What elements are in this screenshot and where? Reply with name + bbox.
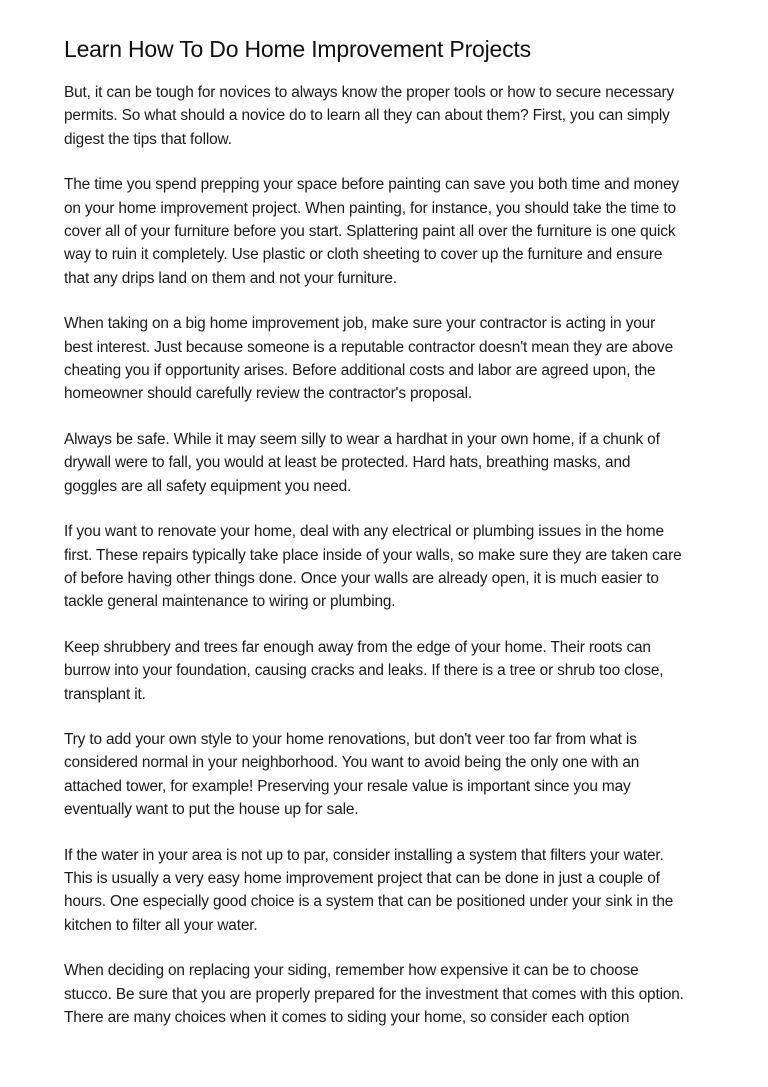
paragraph-line: transplant it. (64, 685, 146, 703)
paragraph-line: Keep shrubbery and trees far enough away from the edge of your home. Their roots can (64, 638, 651, 656)
paragraph-line: If the water in your area is not up to par, consider installing a system that filters your water. (64, 846, 664, 864)
paragraph-line: cheating you if opportunity arises. Before additional costs and labor are agreed upon, the (64, 362, 656, 380)
document-title: Learn How To Do Home Improvement Projects (64, 36, 531, 62)
paragraph-line: The time you spend prepping your space before painting can save you both time and money (64, 176, 679, 194)
paragraph-line: permits. So what should a novice do to learn all they can about them? First, you can simply (64, 107, 670, 125)
document-page (64, 34, 714, 1051)
paragraph-line: way to ruin it completely. Use plastic or cloth sheeting to cover up the furniture and ensure (64, 246, 663, 264)
paragraph-line: burrow into your foundation, causing cracks and leaks. If there is a tree or shrub too close, (64, 662, 664, 680)
paragraph-line: If you want to renovate your home, deal with any electrical or plumbing issues in the home (64, 523, 664, 541)
paragraph-line: There are many choices when it comes to siding your home, so consider each option (64, 1009, 630, 1026)
paragraph-line: kitchen to filter all your water. (64, 916, 258, 934)
paragraph-line: But, it can be tough for novices to always know the proper tools or how to secure necessary (64, 84, 675, 101)
paragraph-line: When deciding on replacing your siding, remember how expensive it can be to choose (64, 962, 639, 980)
paragraph (64, 959, 714, 1029)
paragraph-line: This is usually a very easy home improvement project that can be done in just a couple of (64, 869, 660, 887)
paragraph-line: first. These repairs typically take place inside of your walls, so make sure they are taken care (64, 546, 682, 564)
paragraph-line: homeowner should carefully review the contractor's proposal. (64, 385, 472, 403)
paragraph-line: hours. One especially good choice is a system that can be positioned under your sink in the (64, 893, 674, 911)
paragraph-line: of before having other things done. Once your walls are already open, it is much easier to (64, 569, 659, 587)
paragraph (64, 636, 714, 706)
paragraph-line: that any drips land on them and not your furniture. (64, 269, 397, 287)
paragraph-line: eventually want to put the house up for sale. (64, 801, 359, 819)
paragraph-line: Always be safe. While it may seem silly to wear a hardhat in your own home, if a chunk of (64, 430, 660, 448)
paragraph-line: best interest. Just because someone is a reputable contractor doesn't mean they are above (64, 338, 674, 356)
paragraph (64, 844, 714, 938)
paragraph (64, 728, 714, 822)
paragraph (64, 520, 714, 614)
paragraph-line: considered normal in your neighborhood. You want to avoid being the only one with an (64, 754, 640, 772)
paragraph-line: cover all of your furniture before you start. Splattering paint all over the furniture is one quick (64, 223, 676, 241)
paragraph (64, 81, 714, 151)
paragraph-line: on your home improvement project. When painting, for instance, you should take the time to (64, 199, 676, 217)
paragraph-line: stucco. Be sure that you are properly prepared for the investment that comes with this option. (64, 985, 684, 1003)
paragraph (64, 173, 714, 290)
document-body (64, 81, 714, 1029)
paragraph-line: attached tower, for example! Preserving your resale value is important since you may (64, 777, 631, 795)
paragraph-line: goggles are all safety equipment you need. (64, 477, 352, 495)
paragraph-line: digest the tips that follow. (64, 130, 232, 148)
paragraph (64, 428, 714, 498)
paragraph-line: When taking on a big home improvement job, make sure your contractor is acting in your (64, 315, 656, 333)
paragraph-line: tackle general maintenance to wiring or plumbing. (64, 593, 396, 611)
paragraph-line: Try to add your own style to your home renovations, but don't veer too far from what is (64, 730, 637, 748)
paragraph (64, 312, 714, 406)
paragraph-line: drywall were to fall, you would at least be protected. Hard hats, breathing masks, and (64, 454, 631, 472)
